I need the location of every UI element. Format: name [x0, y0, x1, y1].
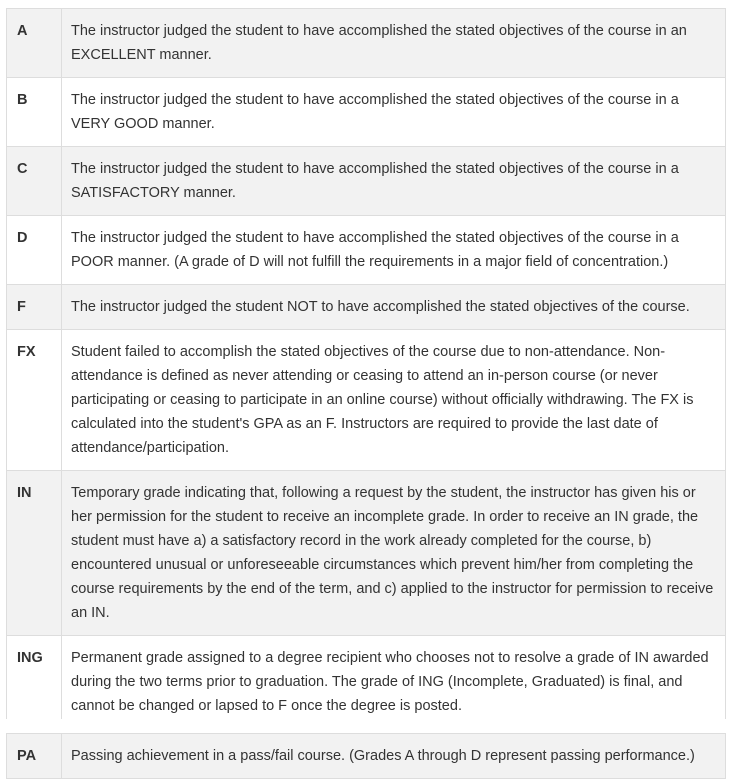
grade-row-a	[7, 9, 726, 78]
grade-code: ING	[7, 636, 62, 729]
grade-description: The instructor judged the student NOT to have accomplished the stated objectives of the course.	[62, 285, 726, 330]
grade-code: D	[7, 216, 62, 285]
grade-description: Passing achievement in a pass/fail course. (Grades A through D represent passing performance.)	[62, 734, 726, 779]
grade-code: B	[7, 78, 62, 147]
grade-row-in	[7, 471, 726, 636]
grade-code: C	[7, 147, 62, 216]
grade-code: IN	[7, 471, 62, 636]
grade-description: The instructor judged the student to have accomplished the stated objectives of the course in an EXCELLENT manner.	[62, 9, 726, 78]
grade-code: PA	[7, 734, 62, 779]
grade-code: FX	[7, 330, 62, 471]
grade-definitions-table	[6, 8, 726, 729]
grade-code: F	[7, 285, 62, 330]
grade-row-ing	[7, 636, 726, 729]
grade-description: Permanent grade assigned to a degree recipient who chooses not to resolve a grade of IN awarded during the two terms prior to graduation. The grade of ING (Incomplete, Graduated) is final, and cannot be changed or lapsed to F once the degree is posted.	[62, 636, 726, 729]
grade-description: Temporary grade indicating that, following a request by the student, the instructor has given his or her permission for the student to receive an incomplete grade. In order to receive an IN grade, the student must have a) a satisfactory record in the work already completed for the course, b) encountered unusual or unforeseeable circumstances which prevent him/her from completing the course requirements by the end of the term, and c) applied to the instructor for permission to receive an IN.	[62, 471, 726, 636]
grade-row-fx	[7, 330, 726, 471]
pass-fail-table	[6, 733, 726, 779]
grade-row-d	[7, 216, 726, 285]
grade-row-f	[7, 285, 726, 330]
grade-description: Student failed to accomplish the stated objectives of the course due to non-attendance. Non-attendance is defined as never attending or ceasing to attend an in-person course (or never participating or ceasing to participate in an online course) without officially withdrawing. The FX is calculated into the student's GPA as an F. Instructors are required to provide the last date of attendance/participation.	[62, 330, 726, 471]
table-page-break	[0, 719, 734, 733]
grade-code: A	[7, 9, 62, 78]
grade-row-pa	[7, 734, 726, 779]
grade-row-b	[7, 78, 726, 147]
grade-row-c	[7, 147, 726, 216]
grade-description: The instructor judged the student to have accomplished the stated objectives of the course in a SATISFACTORY manner.	[62, 147, 726, 216]
grade-description: The instructor judged the student to have accomplished the stated objectives of the course in a VERY GOOD manner.	[62, 78, 726, 147]
grade-description: The instructor judged the student to have accomplished the stated objectives of the course in a POOR manner. (A grade of D will not fulfill the requirements in a major field of concentration.)	[62, 216, 726, 285]
